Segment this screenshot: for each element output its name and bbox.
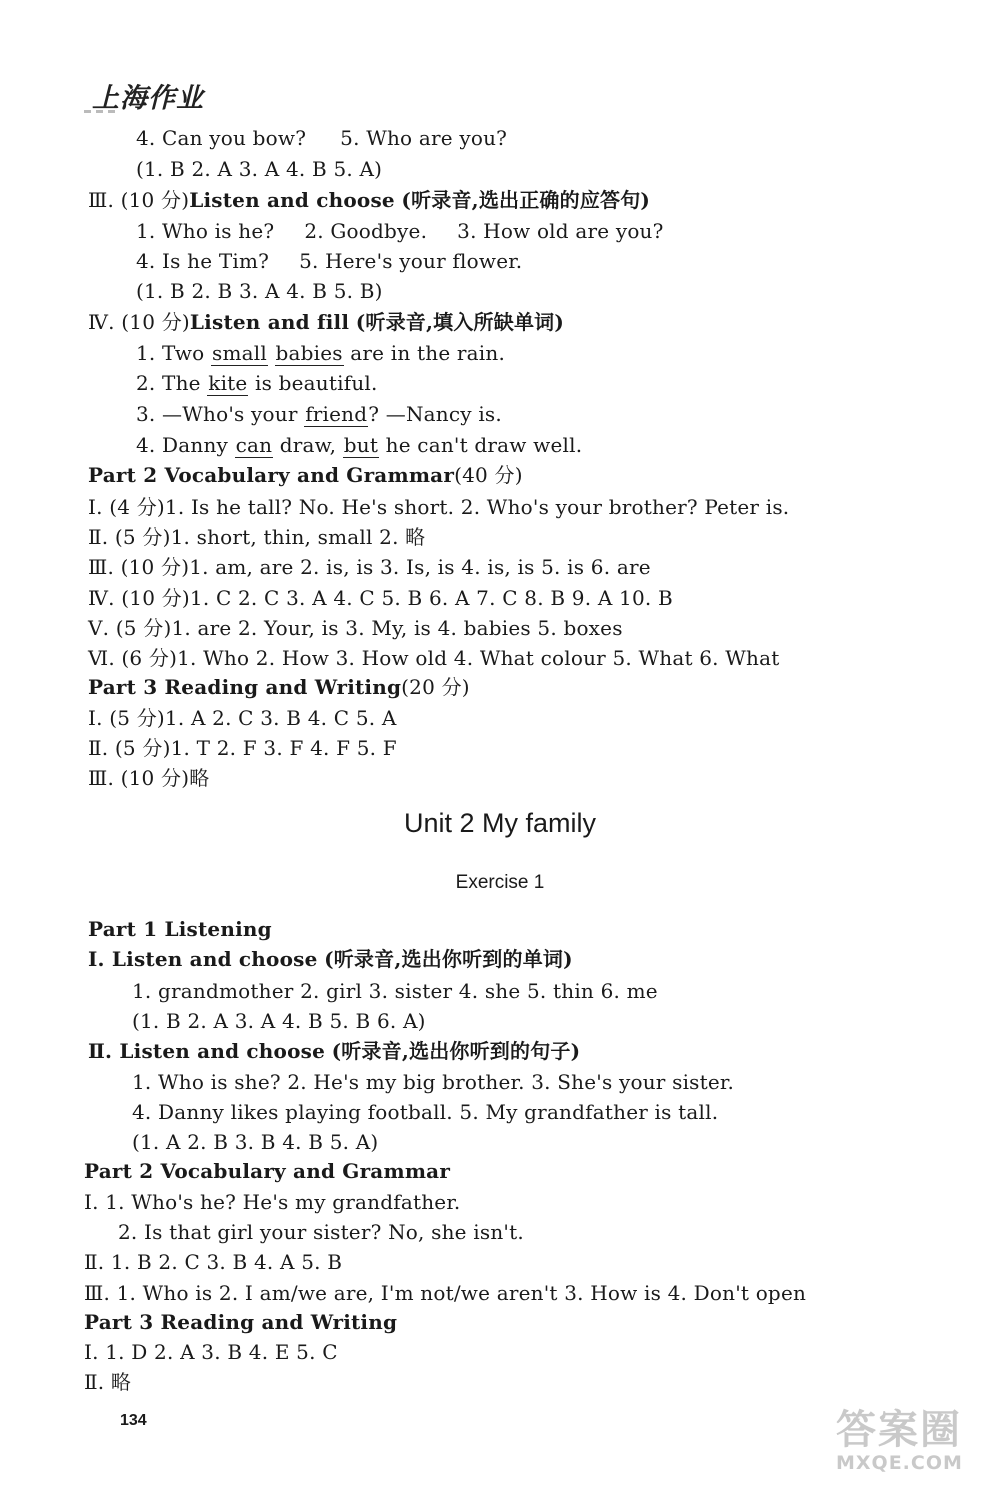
answer-key: (1. B 2. A 3. A 4. B 5. B 6. A) xyxy=(132,1009,426,1033)
answer-key: (1. A 2. B 3. B 4. B 5. A) xyxy=(132,1130,379,1154)
answer-row: Ⅵ. (6 分)1. Who 2. How 3. How old 4. What colour 5. What 6. What xyxy=(88,646,780,670)
answer-line: 4. Danny likes playing football. 5. My grandfather is tall. xyxy=(132,1100,719,1124)
answer-row: Ⅲ. 1. Who is 2. I am/we are, I'm not/we aren't 3. How is 4. Don't open xyxy=(84,1281,807,1305)
fill-sentence: 1. Two small babies are in the rain. xyxy=(136,341,506,365)
exercise-title: Exercise 1 xyxy=(455,872,545,893)
answer-row: 2. Is that girl your sister? No, she isn't. xyxy=(118,1220,524,1244)
answer-row: Ⅴ. (5 分)1. are 2. Your, is 3. My, is 4. babies 5. boxes xyxy=(88,616,623,640)
part-heading: Part 2 Vocabulary and Grammar xyxy=(84,1159,451,1183)
fill-sentence: 4. Danny can draw, but he can't draw well. xyxy=(136,433,583,457)
watermark xyxy=(836,1408,986,1483)
fill-sentence: 3. —Who's your friend? —Nancy is. xyxy=(136,402,502,426)
part-heading: Part 1 Listening xyxy=(88,917,272,941)
watermark-logo: 答案圈 xyxy=(836,1407,962,1453)
answer-row: Ⅲ. (10 分)略 xyxy=(88,766,210,790)
header-logo: 上海作业 xyxy=(92,83,204,114)
answer-row: Ⅱ. (5 分)1. short, thin, small 2. 略 xyxy=(88,525,426,549)
filled-word: small xyxy=(211,341,267,365)
fill-sentence: 2. The kite is beautiful. xyxy=(136,371,378,395)
answer-key: (1. B 2. A 3. A 4. B 5. A) xyxy=(136,157,383,181)
answer-row: Ⅱ. (5 分)1. T 2. F 3. F 4. F 5. F xyxy=(88,736,397,760)
filled-word: but xyxy=(343,433,379,457)
part-heading: Part 2 Vocabulary and Grammar(40 分) xyxy=(88,463,523,487)
section-heading: Ⅲ. (10 分)Listen and choose (听录音,选出正确的应答句) xyxy=(88,188,651,212)
answer-line: 4. Is he Tim? 5. Here's your flower. xyxy=(136,249,523,273)
part-heading: Part 3 Reading and Writing(20 分) xyxy=(88,675,470,699)
filled-word: babies xyxy=(275,341,343,365)
answer-line: 1. Who is he? 2. Goodbye. 3. How old are you? xyxy=(136,219,664,243)
filled-word: kite xyxy=(208,371,248,395)
section-heading: Ⅱ. Listen and choose (听录音,选出你听到的句子) xyxy=(88,1039,581,1063)
answer-row: Ⅰ. (4 分)1. Is he tall? No. He's short. 2. Who's your brother? Peter is. xyxy=(88,495,790,519)
section-heading: Ⅰ. Listen and choose (听录音,选出你听到的单词) xyxy=(88,947,573,971)
page-number: 134 xyxy=(120,1412,147,1429)
answer-row: Ⅰ. 1. D 2. A 3. B 4. E 5. C xyxy=(84,1340,338,1364)
filled-word: can xyxy=(235,433,273,457)
answer-row: Ⅰ. 1. Who's he? He's my grandfather. xyxy=(84,1190,461,1214)
answer-row: Ⅲ. (10 分)1. am, are 2. is, is 3. Is, is 4. is, is 5. is 6. are xyxy=(88,555,651,579)
watermark-url: MXQE.COM xyxy=(836,1452,963,1474)
answer-row: Ⅱ. 1. B 2. C 3. B 4. A 5. B xyxy=(84,1250,343,1274)
answer-row: Ⅱ. 略 xyxy=(84,1370,132,1394)
answer-line: 4. Can you bow? 5. Who are you? xyxy=(136,126,508,150)
answer-row: Ⅳ. (10 分)1. C 2. C 3. A 4. C 5. B 6. A 7. C 8. B 9. A 10. B xyxy=(88,586,673,610)
filled-word: friend xyxy=(305,402,368,426)
part-heading: Part 3 Reading and Writing xyxy=(84,1310,398,1334)
answer-key: (1. B 2. B 3. A 4. B 5. B) xyxy=(136,279,383,303)
answer-line: 1. grandmother 2. girl 3. sister 4. she 5. thin 6. me xyxy=(132,979,658,1003)
section-heading: Ⅳ. (10 分)Listen and fill (听录音,填入所缺单词) xyxy=(88,310,565,334)
answer-line: 1. Who is she? 2. He's my big brother. 3. She's your sister. xyxy=(132,1070,735,1094)
answer-row: Ⅰ. (5 分)1. A 2. C 3. B 4. C 5. A xyxy=(88,706,397,730)
unit-title: Unit 2 My family xyxy=(403,808,597,838)
